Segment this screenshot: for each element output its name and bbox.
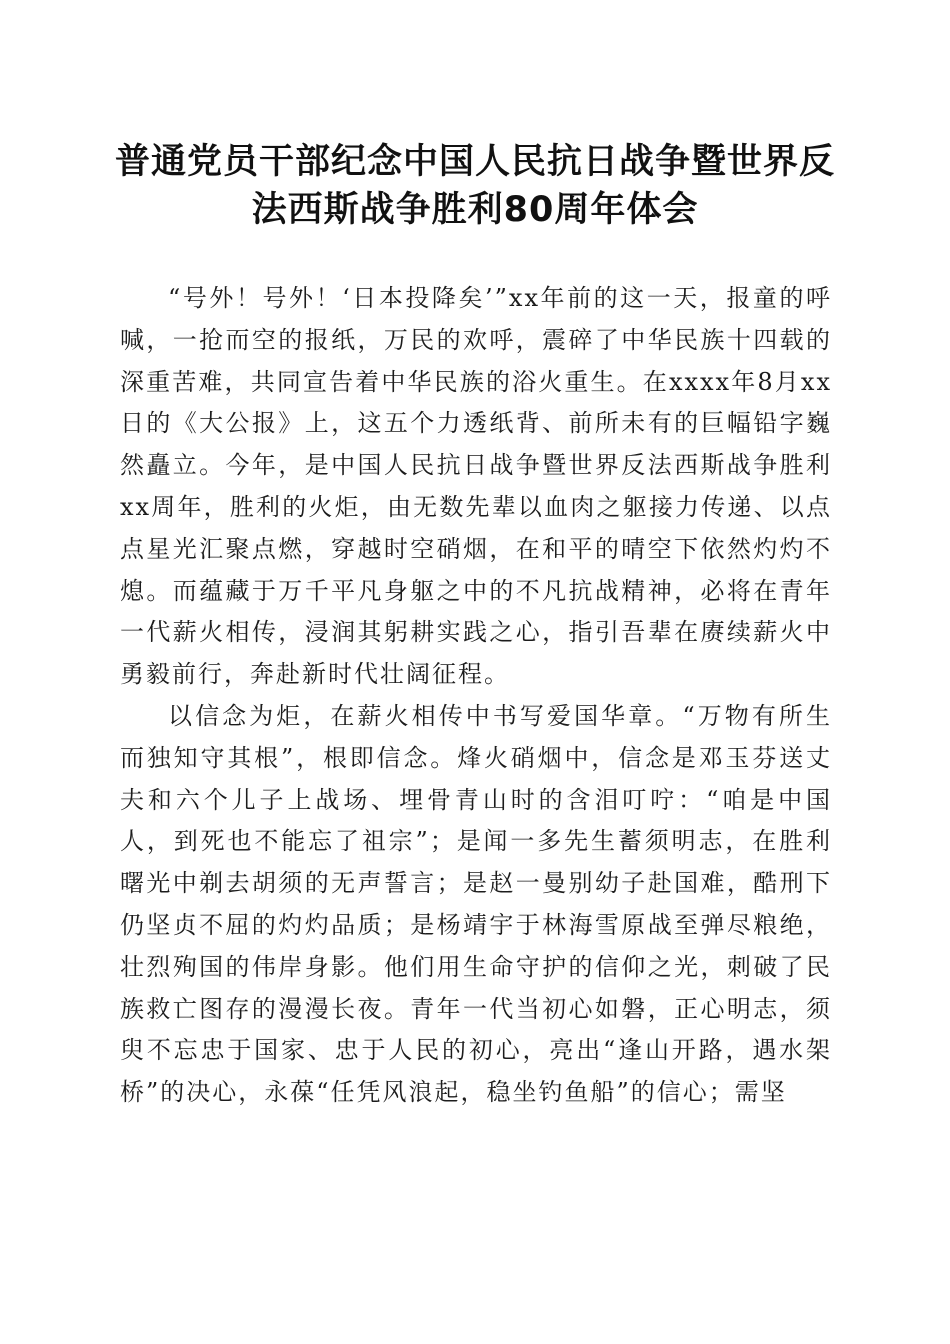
paragraph-2: 以信念为炬，在薪火相传中书写爱国华章。“万物有所生而独知守其根”，根即信念。烽火硝烟中，信念是邓玉芬送丈夫和六个儿子上战场、埋骨青山时的含泪叮咛：“咱是中国人，到死也不能忘了祖宗”；是闻一多先生蓄须明志，在胜利曙光中剃去胡须的无声誓言；是赵一曼别幼子赴国难，酷刑下仍坚贞不屈的灼灼品质；是杨靖宇于林海雪原战至弹尽粮绝，壮烈殉国的伟岸身影。他们用生命守护的信仰之光，刺破了民族救亡图存的漫漫长夜。青年一代当初心如磐，正心明志，须臾不忘忠于国家、忠于人民的初心，亮出“逢山开路，遇水架桥”的决心，永葆“任凭风浪起，稳坐钓鱼船”的信心；需坚 <box>120 701 832 1107</box>
document-title <box>110 138 840 234</box>
document-body <box>120 278 832 1114</box>
title-line-2: 法西斯战争胜利80周年体会 <box>251 190 699 230</box>
title-line-1: 普通党员干部纪念中国人民抗日战争暨世界反 <box>114 142 835 182</box>
paragraph-1: “号外！号外！‘日本投降矣’”xx年前的这一天，报童的呼喊，一抢而空的报纸，万民的欢呼，震碎了中华民族十四载的深重苦难，共同宣告着中华民族的浴火重生。在xxxx年8月xx日的《大公报》上，这五个力透纸背、前所未有的巨幅铅字巍然矗立。今年，是中国人民抗日战争暨世界反法西斯战争胜利xx周年，胜利的火炬，由无数先辈以血肉之躯接力传递、以点点星光汇聚点燃，穿越时空硝烟，在和平的晴空下依然灼灼不熄。而蕴藏于万千平凡身躯之中的不凡抗战精神，必将在青年一代薪火相传，浸润其躬耕实践之心，指引吾辈在赓续薪火中勇毅前行，奔赴新时代壮阔征程。 <box>120 284 832 689</box>
